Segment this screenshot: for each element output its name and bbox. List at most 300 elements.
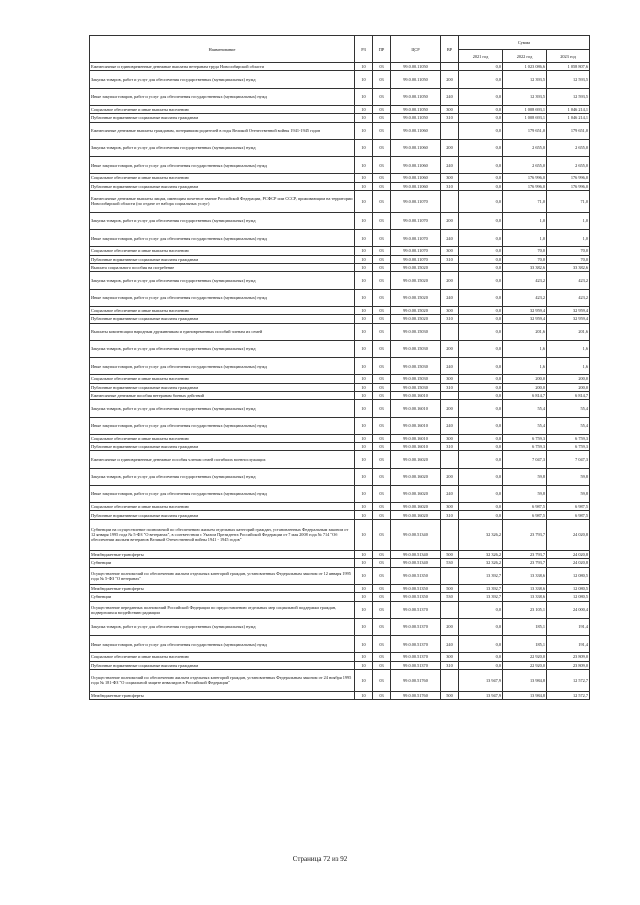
table-row [90, 255, 590, 263]
row-sum-2023-cell: 70,0 [547, 247, 590, 255]
table-row [90, 323, 590, 340]
row-pr-cell: 03 [373, 417, 391, 434]
row-name-cell: Закупка товаров, работ и услуг для обеспечения государственных (муниципальных) нужд [90, 139, 355, 156]
row-vr-cell [441, 63, 459, 71]
row-sum-2023-cell: 200,0 [547, 383, 590, 391]
col-header-csr: ЦСР [391, 36, 441, 63]
row-sum-2021-cell: 0,0 [459, 174, 503, 182]
table-row [90, 383, 590, 391]
row-sum-2022-cell: 70,0 [503, 247, 547, 255]
row-sum-2021-cell: 0,0 [459, 601, 503, 618]
row-rz-cell: 10 [355, 182, 373, 190]
row-sum-2023-cell: 12 593,5 [547, 71, 590, 88]
row-csr-cell: 99.0.00.11050 [391, 88, 441, 105]
row-vr-cell [441, 669, 459, 691]
row-rz-cell: 10 [355, 71, 373, 88]
row-csr-cell: 99.0.00.51340 [391, 559, 441, 567]
row-name-cell: Социальное обеспечение и иные выплаты населению [90, 503, 355, 511]
row-pr-cell: 03 [373, 375, 391, 383]
table-row [90, 139, 590, 156]
row-sum-2022-cell: 1 008 693,1 [503, 105, 547, 113]
row-vr-cell: 300 [441, 375, 459, 383]
row-sum-2021-cell: 0,0 [459, 289, 503, 306]
row-rz-cell: 10 [355, 635, 373, 652]
row-name-cell: Социальное обеспечение и иные выплаты населению [90, 306, 355, 314]
row-pr-cell: 03 [373, 618, 391, 635]
row-sum-2022-cell: 59,8 [503, 485, 547, 502]
table-header [90, 36, 590, 63]
row-pr-cell: 03 [373, 323, 391, 340]
row-sum-2021-cell: 0,0 [459, 71, 503, 88]
row-name-cell: Закупка товаров, работ и услуг для обеспечения государственных (муниципальных) нужд [90, 340, 355, 357]
row-sum-2022-cell: 200,0 [503, 375, 547, 383]
table-row [90, 156, 590, 173]
row-sum-2023-cell: 12 593,5 [547, 88, 590, 105]
row-name-cell: Социальное обеспечение и иные выплаты населению [90, 174, 355, 182]
row-sum-2021-cell: 13 947,9 [459, 691, 503, 699]
row-name-cell: Иные закупки товаров, работ и услуг для обеспечения государственных (муниципальных) нужд [90, 357, 355, 374]
row-name-cell: Иные закупки товаров, работ и услуг для обеспечения государственных (муниципальных) нужд [90, 635, 355, 652]
row-csr-cell: 99.0.00.11050 [391, 71, 441, 88]
row-csr-cell: 99.0.00.11060 [391, 139, 441, 156]
table-row [90, 468, 590, 485]
row-name-cell: Публичные нормативные социальные выплаты гражданам [90, 511, 355, 519]
row-rz-cell: 10 [355, 653, 373, 661]
row-name-cell: Иные закупки товаров, работ и услуг для обеспечения государственных (муниципальных) нужд [90, 485, 355, 502]
row-vr-cell: 200 [441, 400, 459, 417]
row-sum-2022-cell: 22 920,0 [503, 661, 547, 669]
row-name-cell: Межбюджетные трансферты [90, 691, 355, 699]
row-name-cell: Публичные нормативные социальные выплаты гражданам [90, 182, 355, 190]
row-pr-cell: 03 [373, 174, 391, 182]
row-sum-2021-cell: 0,0 [459, 383, 503, 391]
row-sum-2023-cell: 2 655,0 [547, 156, 590, 173]
row-vr-cell: 240 [441, 156, 459, 173]
row-vr-cell: 310 [441, 443, 459, 451]
row-vr-cell: 240 [441, 485, 459, 502]
row-rz-cell: 10 [355, 584, 373, 592]
table-row [90, 264, 590, 272]
row-sum-2022-cell: 2 655,0 [503, 156, 547, 173]
row-sum-2023-cell: 12 080,5 [547, 593, 590, 601]
row-sum-2022-cell: 1,0 [503, 230, 547, 247]
row-sum-2023-cell: 1,6 [547, 340, 590, 357]
row-pr-cell: 03 [373, 567, 391, 584]
row-rz-cell: 10 [355, 139, 373, 156]
col-header-vr: ВР [441, 36, 459, 63]
row-vr-cell [441, 190, 459, 212]
row-vr-cell [441, 391, 459, 399]
row-rz-cell: 10 [355, 567, 373, 584]
row-sum-2021-cell: 13 392,7 [459, 567, 503, 584]
row-sum-2023-cell: 6 987,5 [547, 503, 590, 511]
row-rz-cell: 10 [355, 559, 373, 567]
table-row [90, 635, 590, 652]
row-sum-2023-cell: 6 759,3 [547, 443, 590, 451]
row-rz-cell: 10 [355, 315, 373, 323]
table-row [90, 451, 590, 468]
row-vr-cell: 300 [441, 174, 459, 182]
row-name-cell: Ежемесячные денежные пособия ветеранам боевых действий [90, 391, 355, 399]
table-row [90, 88, 590, 105]
row-pr-cell: 03 [373, 114, 391, 122]
row-vr-cell: 240 [441, 289, 459, 306]
table-row [90, 71, 590, 88]
row-sum-2021-cell: 0,0 [459, 661, 503, 669]
row-name-cell: Закупка товаров, работ и услуг для обеспечения государственных (муниципальных) нужд [90, 468, 355, 485]
row-name-cell: Социальное обеспечение и иные выплаты населению [90, 375, 355, 383]
row-pr-cell: 03 [373, 190, 391, 212]
table-row [90, 519, 590, 550]
row-sum-2022-cell: 23 793,7 [503, 519, 547, 550]
row-rz-cell: 10 [355, 264, 373, 272]
row-sum-2021-cell: 0,0 [459, 63, 503, 71]
row-sum-2022-cell: 13 338,6 [503, 593, 547, 601]
row-sum-2022-cell: 23 793,7 [503, 550, 547, 558]
row-name-cell: Осуществление переданных полномочий Российской Федерации по предоставлению отдельных мер социальной поддержки граждан, подвергшихся воздействию радиации [90, 601, 355, 618]
col-header-2021: 2021 год [459, 50, 503, 63]
row-sum-2023-cell: 176 996,0 [547, 174, 590, 182]
row-vr-cell: 240 [441, 417, 459, 434]
row-rz-cell: 10 [355, 400, 373, 417]
row-sum-2023-cell: 12 572,7 [547, 691, 590, 699]
row-pr-cell: 03 [373, 434, 391, 442]
table-row [90, 511, 590, 519]
row-name-cell: Иные закупки товаров, работ и услуг для обеспечения государственных (муниципальных) нужд [90, 417, 355, 434]
row-sum-2021-cell: 0,0 [459, 156, 503, 173]
row-sum-2022-cell: 55,4 [503, 400, 547, 417]
row-sum-2023-cell: 70,0 [547, 255, 590, 263]
row-sum-2023-cell: 59,8 [547, 468, 590, 485]
row-sum-2022-cell: 6 759,3 [503, 443, 547, 451]
row-name-cell: Иные закупки товаров, работ и услуг для обеспечения государственных (муниципальных) нужд [90, 289, 355, 306]
row-sum-2021-cell: 0,0 [459, 503, 503, 511]
row-csr-cell: 99.0.00.16010 [391, 434, 441, 442]
row-sum-2022-cell: 23 105,1 [503, 601, 547, 618]
row-sum-2023-cell: 59,8 [547, 485, 590, 502]
row-pr-cell: 03 [373, 357, 391, 374]
row-csr-cell: 99.0.00.11050 [391, 105, 441, 113]
row-vr-cell: 310 [441, 661, 459, 669]
row-pr-cell: 03 [373, 383, 391, 391]
row-sum-2021-cell: 0,0 [459, 88, 503, 105]
col-header-2023: 2023 год [547, 50, 590, 63]
row-pr-cell: 03 [373, 443, 391, 451]
row-rz-cell: 10 [355, 391, 373, 399]
row-sum-2023-cell: 55,4 [547, 400, 590, 417]
row-name-cell: Межбюджетные трансферты [90, 584, 355, 592]
row-pr-cell: 03 [373, 451, 391, 468]
budget-table [89, 35, 590, 700]
row-sum-2023-cell: 201,6 [547, 323, 590, 340]
row-csr-cell: 99.0.00.51340 [391, 550, 441, 558]
row-sum-2023-cell: 32 959,4 [547, 315, 590, 323]
row-sum-2021-cell: 0,0 [459, 114, 503, 122]
row-vr-cell: 310 [441, 114, 459, 122]
row-sum-2021-cell: 0,0 [459, 272, 503, 289]
row-sum-2022-cell: 423,2 [503, 289, 547, 306]
row-sum-2022-cell: 200,0 [503, 383, 547, 391]
row-vr-cell: 200 [441, 618, 459, 635]
row-sum-2021-cell: 0,0 [459, 635, 503, 652]
table-row [90, 485, 590, 502]
row-rz-cell: 10 [355, 357, 373, 374]
row-name-cell: Публичные нормативные социальные выплаты гражданам [90, 443, 355, 451]
row-pr-cell: 03 [373, 212, 391, 229]
row-sum-2023-cell: 24 000,4 [547, 601, 590, 618]
row-rz-cell: 10 [355, 122, 373, 139]
row-name-cell: Осуществление полномочий по обеспечению жильем отдельных категорий граждан, установленных Федеральным законом от 24 ноября 1995 года № 181-ФЗ "О социальной защите инвалидов в Российской Федерации" [90, 669, 355, 691]
row-csr-cell: 99.0.00.15020 [391, 306, 441, 314]
row-pr-cell: 03 [373, 156, 391, 173]
row-pr-cell: 03 [373, 519, 391, 550]
row-rz-cell: 10 [355, 661, 373, 669]
row-sum-2022-cell: 7 047,3 [503, 451, 547, 468]
row-rz-cell: 10 [355, 503, 373, 511]
row-sum-2021-cell: 0,0 [459, 264, 503, 272]
row-vr-cell: 530 [441, 559, 459, 567]
row-vr-cell [441, 323, 459, 340]
row-sum-2022-cell: 32 959,4 [503, 315, 547, 323]
table-row [90, 601, 590, 618]
row-vr-cell: 300 [441, 247, 459, 255]
row-vr-cell: 200 [441, 272, 459, 289]
table-row [90, 691, 590, 699]
row-rz-cell: 10 [355, 105, 373, 113]
row-csr-cell: 99.0.00.15030 [391, 340, 441, 357]
row-sum-2022-cell: 13 984,8 [503, 691, 547, 699]
row-csr-cell: 99.0.00.51370 [391, 618, 441, 635]
row-sum-2023-cell: 1,0 [547, 212, 590, 229]
row-sum-2023-cell: 71,0 [547, 190, 590, 212]
row-sum-2022-cell: 423,2 [503, 272, 547, 289]
row-sum-2022-cell: 176 996,0 [503, 182, 547, 190]
row-pr-cell: 03 [373, 247, 391, 255]
row-csr-cell: 99.0.00.11070 [391, 190, 441, 212]
table-row [90, 375, 590, 383]
table-row [90, 357, 590, 374]
row-sum-2022-cell: 6 759,3 [503, 434, 547, 442]
row-csr-cell: 99.0.00.15030 [391, 375, 441, 383]
row-name-cell: Закупка товаров, работ и услуг для обеспечения государственных (муниципальных) нужд [90, 400, 355, 417]
row-rz-cell: 10 [355, 156, 373, 173]
row-rz-cell: 10 [355, 247, 373, 255]
row-rz-cell: 10 [355, 550, 373, 558]
row-sum-2023-cell: 6 814,7 [547, 391, 590, 399]
row-sum-2021-cell: 0,0 [459, 230, 503, 247]
row-csr-cell: 99.0.00.11060 [391, 156, 441, 173]
table-row [90, 434, 590, 442]
row-pr-cell: 03 [373, 601, 391, 618]
row-pr-cell: 03 [373, 503, 391, 511]
row-pr-cell: 03 [373, 669, 391, 691]
row-name-cell: Осуществление полномочий по обеспечению жильем отдельных категорий граждан, установленных Федеральным законом от 12 января 1995 года № 5-ФЗ "О ветеранах" [90, 567, 355, 584]
row-sum-2021-cell: 0,0 [459, 391, 503, 399]
row-sum-2022-cell: 13 984,8 [503, 669, 547, 691]
row-sum-2022-cell: 32 959,4 [503, 306, 547, 314]
row-pr-cell: 03 [373, 182, 391, 190]
row-sum-2021-cell: 13 392,7 [459, 584, 503, 592]
row-rz-cell: 10 [355, 519, 373, 550]
row-csr-cell: 99.0.00.11070 [391, 230, 441, 247]
row-name-cell: Выплата социального пособия на погребение [90, 264, 355, 272]
row-pr-cell: 03 [373, 63, 391, 71]
row-name-cell: Ежемесячные и единовременные денежные выплаты ветеранам труда Новосибирской области [90, 63, 355, 71]
row-csr-cell: 99.0.00.16020 [391, 485, 441, 502]
row-sum-2023-cell: 55,4 [547, 417, 590, 434]
row-rz-cell: 10 [355, 451, 373, 468]
row-sum-2021-cell: 0,0 [459, 212, 503, 229]
row-sum-2023-cell: 191,4 [547, 635, 590, 652]
row-pr-cell: 03 [373, 230, 391, 247]
row-vr-cell: 300 [441, 653, 459, 661]
row-pr-cell: 03 [373, 400, 391, 417]
row-pr-cell: 03 [373, 88, 391, 105]
row-csr-cell: 99.0.00.16010 [391, 443, 441, 451]
row-csr-cell: 99.0.00.15020 [391, 289, 441, 306]
row-name-cell: Публичные нормативные социальные выплаты гражданам [90, 383, 355, 391]
table-row [90, 182, 590, 190]
row-sum-2021-cell: 0,0 [459, 434, 503, 442]
row-rz-cell: 10 [355, 669, 373, 691]
table-row [90, 584, 590, 592]
row-vr-cell: 300 [441, 306, 459, 314]
row-name-cell: Закупка товаров, работ и услуг для обеспечения государственных (муниципальных) нужд [90, 71, 355, 88]
row-pr-cell: 03 [373, 272, 391, 289]
row-vr-cell [441, 451, 459, 468]
row-sum-2021-cell: 0,0 [459, 255, 503, 263]
row-rz-cell: 10 [355, 230, 373, 247]
table-row [90, 212, 590, 229]
row-pr-cell: 03 [373, 593, 391, 601]
row-sum-2023-cell: 6 987,5 [547, 511, 590, 519]
row-rz-cell: 10 [355, 272, 373, 289]
row-sum-2023-cell: 6 759,3 [547, 434, 590, 442]
row-sum-2021-cell: 0,0 [459, 618, 503, 635]
row-rz-cell: 10 [355, 88, 373, 105]
row-name-cell: Ежемесячные денежные выплаты лицам, имеющим почетное звание Российской Федерации, РСФСР или СССР, проживающим на территории Новосибирской области (по отдаче от набора социальных услуг) [90, 190, 355, 212]
row-rz-cell: 10 [355, 190, 373, 212]
row-sum-2023-cell: 1,0 [547, 230, 590, 247]
table-row [90, 174, 590, 182]
table-row [90, 443, 590, 451]
row-sum-2023-cell: 7 047,3 [547, 451, 590, 468]
row-name-cell: Публичные нормативные социальные выплаты гражданам [90, 114, 355, 122]
row-name-cell: Иные закупки товаров, работ и услуг для обеспечения государственных (муниципальных) нужд [90, 88, 355, 105]
col-header-pr: ПР [373, 36, 391, 63]
row-name-cell: Иные закупки товаров, работ и услуг для обеспечения государственных (муниципальных) нужд [90, 230, 355, 247]
table-row [90, 63, 590, 71]
row-sum-2022-cell: 176 996,0 [503, 174, 547, 182]
row-sum-2023-cell: 24 020,8 [547, 519, 590, 550]
row-sum-2021-cell: 0,0 [459, 340, 503, 357]
row-sum-2023-cell: 32 959,4 [547, 306, 590, 314]
row-name-cell: Межбюджетные трансферты [90, 550, 355, 558]
row-sum-2022-cell: 185,1 [503, 618, 547, 635]
row-sum-2022-cell: 1,0 [503, 212, 547, 229]
row-sum-2023-cell: 179 651,0 [547, 122, 590, 139]
row-pr-cell: 03 [373, 635, 391, 652]
col-header-2022: 2022 год [503, 50, 547, 63]
row-vr-cell: 310 [441, 383, 459, 391]
row-sum-2021-cell: 0,0 [459, 375, 503, 383]
row-sum-2021-cell: 0,0 [459, 357, 503, 374]
row-sum-2023-cell: 12 080,5 [547, 584, 590, 592]
row-rz-cell: 10 [355, 63, 373, 71]
row-sum-2022-cell: 2 655,0 [503, 139, 547, 156]
row-vr-cell: 240 [441, 357, 459, 374]
row-vr-cell: 500 [441, 550, 459, 558]
row-pr-cell: 03 [373, 340, 391, 357]
row-csr-cell: 99.0.00.16020 [391, 451, 441, 468]
row-rz-cell: 10 [355, 114, 373, 122]
row-sum-2023-cell: 23 809,0 [547, 653, 590, 661]
row-name-cell: Социальное обеспечение и иные выплаты населению [90, 653, 355, 661]
row-csr-cell: 99.0.00.15020 [391, 272, 441, 289]
table-row [90, 661, 590, 669]
row-csr-cell: 99.0.00.15030 [391, 383, 441, 391]
row-sum-2022-cell: 23 793,7 [503, 559, 547, 567]
row-csr-cell: 99.0.00.15030 [391, 323, 441, 340]
row-sum-2023-cell: 12 080,5 [547, 567, 590, 584]
row-sum-2022-cell: 71,0 [503, 190, 547, 212]
row-sum-2022-cell: 6 814,7 [503, 391, 547, 399]
row-pr-cell: 03 [373, 264, 391, 272]
row-rz-cell: 10 [355, 340, 373, 357]
row-csr-cell: 99.0.00.11050 [391, 114, 441, 122]
row-sum-2022-cell: 12 393,5 [503, 71, 547, 88]
row-csr-cell: 99.0.00.51370 [391, 661, 441, 669]
row-sum-2023-cell: 423,2 [547, 272, 590, 289]
row-sum-2021-cell: 32 326,2 [459, 559, 503, 567]
row-sum-2023-cell: 12 572,7 [547, 669, 590, 691]
row-vr-cell: 300 [441, 434, 459, 442]
row-rz-cell: 10 [355, 417, 373, 434]
table-row [90, 567, 590, 584]
row-sum-2022-cell: 1,6 [503, 357, 547, 374]
row-rz-cell: 10 [355, 255, 373, 263]
row-sum-2023-cell: 1 046 214,1 [547, 105, 590, 113]
row-vr-cell [441, 519, 459, 550]
row-csr-cell: 99.0.00.16010 [391, 400, 441, 417]
row-pr-cell: 03 [373, 139, 391, 156]
row-pr-cell: 03 [373, 71, 391, 88]
table-row [90, 315, 590, 323]
row-sum-2023-cell: 423,2 [547, 289, 590, 306]
row-sum-2022-cell: 33 382,6 [503, 264, 547, 272]
row-name-cell: Субвенции [90, 593, 355, 601]
row-vr-cell [441, 264, 459, 272]
row-name-cell: Ежемесячные денежные выплаты гражданам, потерявшим родителей в годы Великой Отечественной войны 1941-1945 годов [90, 122, 355, 139]
row-csr-cell: 99.0.00.15020 [391, 264, 441, 272]
row-name-cell: Закупка товаров, работ и услуг для обеспечения государственных (муниципальных) нужд [90, 272, 355, 289]
row-name-cell: Иные закупки товаров, работ и услуг для обеспечения государственных (муниципальных) нужд [90, 156, 355, 173]
table-row [90, 105, 590, 113]
row-csr-cell: 99.0.00.15030 [391, 357, 441, 374]
row-pr-cell: 03 [373, 511, 391, 519]
row-vr-cell [441, 567, 459, 584]
row-vr-cell [441, 122, 459, 139]
row-pr-cell: 03 [373, 289, 391, 306]
row-vr-cell [441, 601, 459, 618]
row-sum-2022-cell: 6 987,5 [503, 503, 547, 511]
row-sum-2022-cell: 1 023 086,6 [503, 63, 547, 71]
row-sum-2023-cell: 176 996,0 [547, 182, 590, 190]
row-sum-2021-cell: 0,0 [459, 182, 503, 190]
row-sum-2023-cell: 24 020,8 [547, 550, 590, 558]
row-sum-2022-cell: 179 651,0 [503, 122, 547, 139]
table-row [90, 618, 590, 635]
